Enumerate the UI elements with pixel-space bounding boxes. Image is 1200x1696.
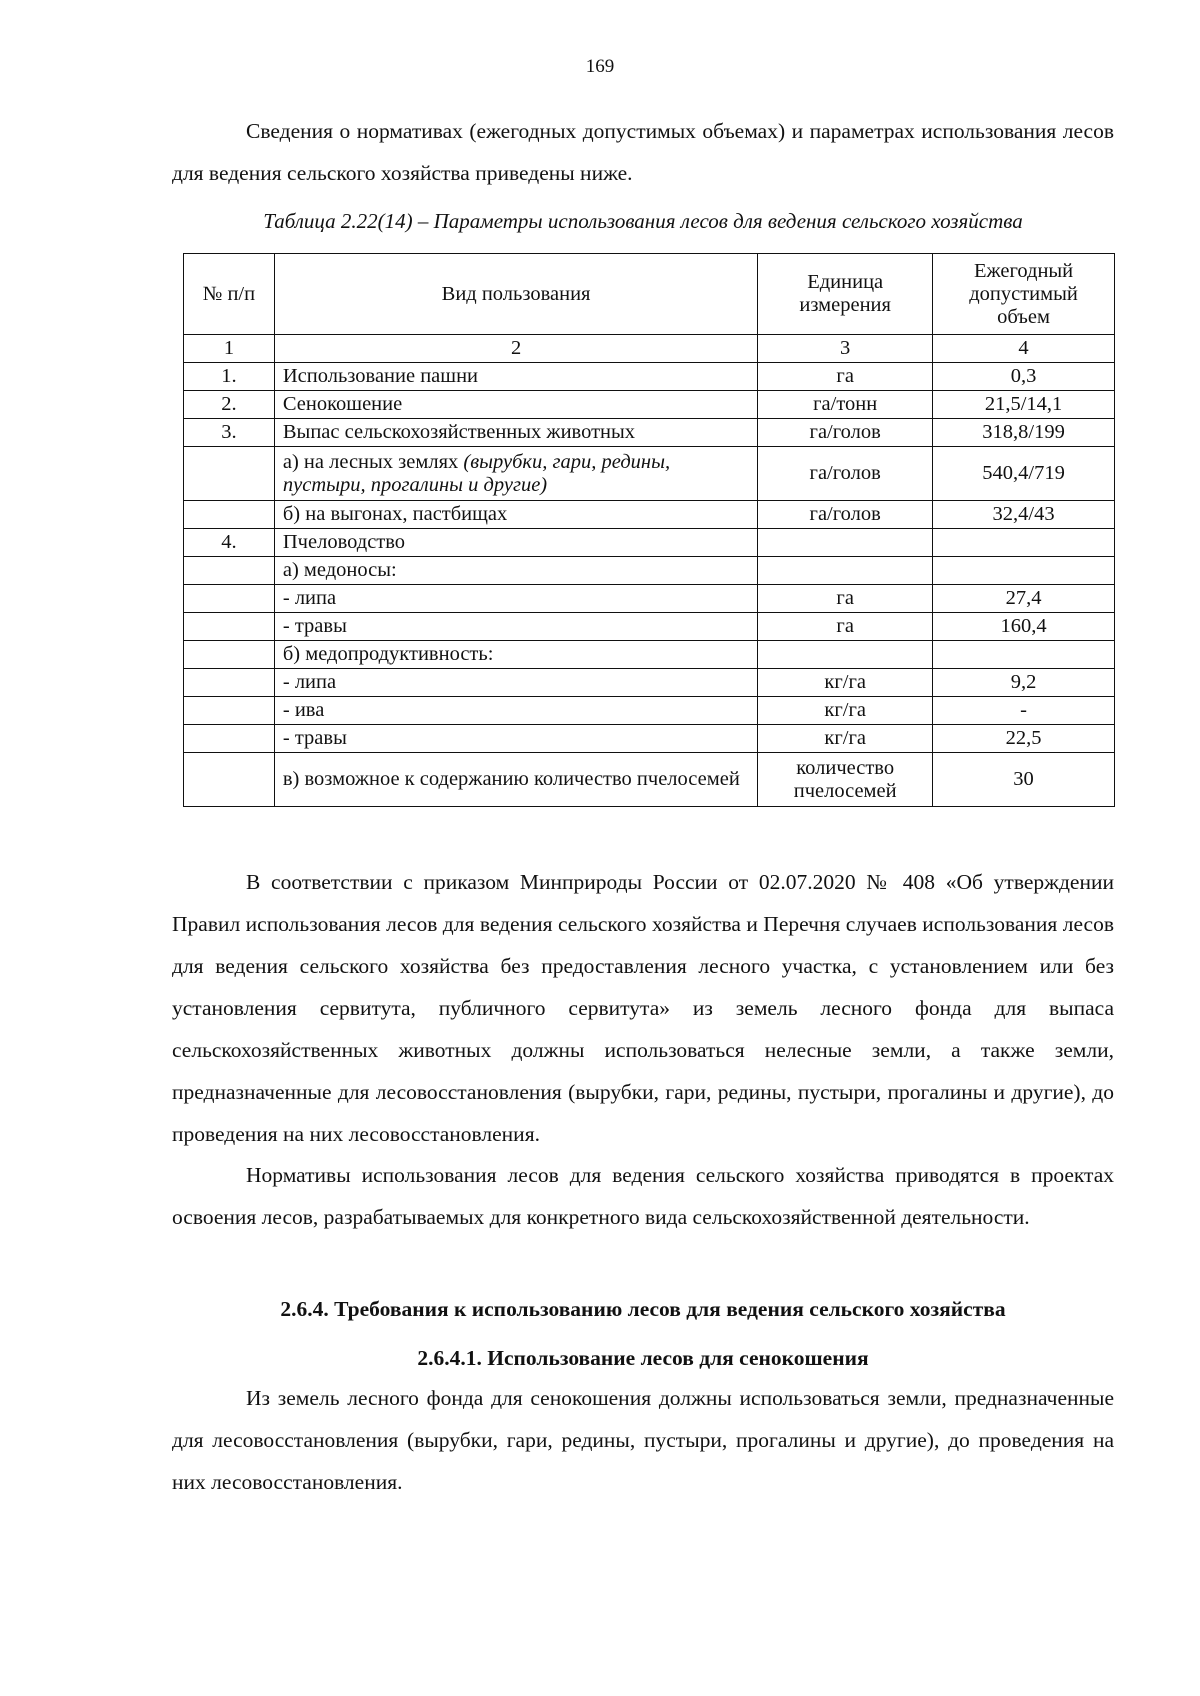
col-number: 4 <box>933 335 1115 363</box>
table-row <box>184 585 1115 613</box>
header-kind: Вид пользования <box>274 254 757 335</box>
row-num <box>184 641 275 669</box>
row-kind-text: а) на лесных землях <box>282 450 464 473</box>
row-value: 22,5 <box>933 725 1115 753</box>
row-unit: га <box>758 613 933 641</box>
section-heading: 2.6.4. Требования к использованию лесов для ведения сельского хозяйства <box>280 1297 1006 1321</box>
table-row <box>184 697 1115 725</box>
row-num <box>184 725 275 753</box>
table-row <box>184 447 1115 501</box>
table-row <box>184 529 1115 557</box>
paragraph-haymaking: Из земель лесного фонда для сенокошения должны использоваться земли, предназначенные для лесовосстановления (вырубки, гари, редины, пустыри, прогалины и другие), до проведения на них лесовосстановления. <box>172 1386 1114 1494</box>
row-unit <box>758 641 933 669</box>
row-num <box>184 585 275 613</box>
table-caption: Таблица 2.22(14) – Параметры использования лесов для ведения сельского хозяйства <box>263 209 1023 233</box>
row-kind: - травы <box>274 725 757 753</box>
row-unit <box>758 529 933 557</box>
table-row <box>184 753 1115 807</box>
row-value: 160,4 <box>933 613 1115 641</box>
row-num: 3. <box>184 419 275 447</box>
row-num <box>184 557 275 585</box>
row-num: 4. <box>184 529 275 557</box>
col-number: 1 <box>184 335 275 363</box>
table-row <box>184 725 1115 753</box>
column-numbers-row <box>184 335 1115 363</box>
table-row <box>184 557 1115 585</box>
table-row <box>184 641 1115 669</box>
row-num <box>184 613 275 641</box>
paragraph-norms: Нормативы использования лесов для ведения сельского хозяйства приводятся в проектах освоения лесов, разрабатываемых для конкретного вида сельскохозяйственной деятельности. <box>172 1163 1114 1229</box>
table-header-row <box>184 254 1115 335</box>
row-value: 27,4 <box>933 585 1115 613</box>
paragraph-order-408: В соответствии с приказом Минприроды России от 02.07.2020 № 408 «Об утверждении Правил использования лесов для ведения сельского хозяйства и Перечня случаев использования лесов для ведения сельского хозяйства без предоставления лесного участка, с установлением или без установления сервитута, публичного сервитута» из земель лесного фонда для выпаса сельскохозяйственных животных должны использоваться нелесные земли, а также земли, предназначенные для лесовосстановления (вырубки, гари, редины, пустыри, прогалины и другие), до проведения на них лесовосстановления. <box>172 870 1114 1146</box>
row-unit: кг/га <box>758 725 933 753</box>
row-num <box>184 447 275 501</box>
row-kind: - ива <box>274 697 757 725</box>
col-number: 2 <box>274 335 757 363</box>
row-unit: га <box>758 363 933 391</box>
header-volume: Ежегодный допустимый объем <box>933 254 1115 335</box>
col-number: 3 <box>758 335 933 363</box>
table-row <box>184 363 1115 391</box>
row-value: 0,3 <box>933 363 1115 391</box>
row-num: 2. <box>184 391 275 419</box>
row-unit: га/тонн <box>758 391 933 419</box>
row-kind: Сенокошение <box>274 391 757 419</box>
row-kind: - липа <box>274 669 757 697</box>
row-num <box>184 697 275 725</box>
header-num: № п/п <box>184 254 275 335</box>
row-kind: а) медоносы: <box>274 557 757 585</box>
row-kind: Пчеловодство <box>274 529 757 557</box>
row-num <box>184 753 275 807</box>
row-kind <box>274 447 757 501</box>
row-value: 30 <box>933 753 1115 807</box>
row-unit: га/голов <box>758 501 933 529</box>
header-unit: Единица измерения <box>758 254 933 335</box>
row-kind: б) медопродуктивность: <box>274 641 757 669</box>
row-value: - <box>933 697 1115 725</box>
row-num: 1. <box>184 363 275 391</box>
row-value: 9,2 <box>933 669 1115 697</box>
row-unit: га/голов <box>758 419 933 447</box>
row-value <box>933 641 1115 669</box>
row-value: 32,4/43 <box>933 501 1115 529</box>
row-kind: - липа <box>274 585 757 613</box>
row-num <box>184 669 275 697</box>
row-unit: га/голов <box>758 447 933 501</box>
row-unit: количество пчелосемей <box>758 753 933 807</box>
row-value: 540,4/719 <box>933 447 1115 501</box>
row-value: 21,5/14,1 <box>933 391 1115 419</box>
row-unit <box>758 557 933 585</box>
table-row <box>184 613 1115 641</box>
intro-paragraph: Сведения о нормативах (ежегодных допустимых объемах) и параметрах использования лесов для ведения сельского хозяйства приведены ниже. <box>172 119 1114 185</box>
table-row <box>184 501 1115 529</box>
row-unit: га <box>758 585 933 613</box>
row-value <box>933 529 1115 557</box>
row-kind: Использование пашни <box>274 363 757 391</box>
row-unit: кг/га <box>758 697 933 725</box>
table-row <box>184 419 1115 447</box>
row-kind-italic-note: (вырубки, гари, редины, пустыри, прогалины и другие) <box>282 450 671 496</box>
row-kind: б) на выгонах, пастбищах <box>274 501 757 529</box>
row-value: 318,8/199 <box>933 419 1115 447</box>
row-kind: Выпас сельскохозяйственных животных <box>274 419 757 447</box>
page-number: 169 <box>585 56 615 77</box>
table-row <box>184 669 1115 697</box>
row-kind: в) возможное к содержанию количество пчелосемей <box>274 753 757 807</box>
table-row <box>184 391 1115 419</box>
row-unit: кг/га <box>758 669 933 697</box>
row-value <box>933 557 1115 585</box>
subsection-heading: 2.6.4.1. Использование лесов для сенокошения <box>417 1346 869 1370</box>
parameters-table <box>183 253 1115 807</box>
row-num <box>184 501 275 529</box>
row-kind: - травы <box>274 613 757 641</box>
